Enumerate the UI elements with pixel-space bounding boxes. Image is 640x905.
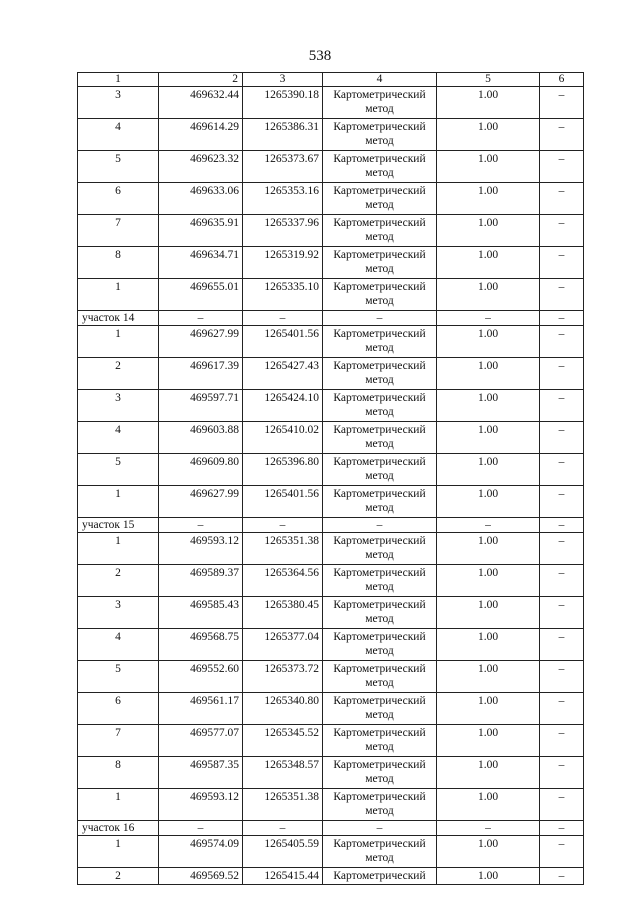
description: – xyxy=(540,151,584,183)
x-coordinate: 469552.60 xyxy=(159,661,243,693)
point-number: 3 xyxy=(78,87,159,119)
y-coordinate: 1265415.44 xyxy=(243,868,323,885)
y-coordinate: 1265335.10 xyxy=(243,279,323,311)
y-coordinate: 1265377.04 xyxy=(243,629,323,661)
x-coordinate: 469655.01 xyxy=(159,279,243,311)
section-dash: – xyxy=(540,518,584,533)
x-coordinate: 469593.12 xyxy=(159,789,243,821)
x-coordinate: 469587.35 xyxy=(159,757,243,789)
precision: 1.00 xyxy=(437,597,540,629)
table-row xyxy=(78,486,584,518)
x-coordinate: 469593.12 xyxy=(159,533,243,565)
method: Картометрический метод xyxy=(323,422,437,454)
precision: 1.00 xyxy=(437,693,540,725)
header-row xyxy=(78,73,584,87)
x-coordinate: 469569.52 xyxy=(159,868,243,885)
section-dash: – xyxy=(323,518,437,533)
method: Картометрический метод xyxy=(323,215,437,247)
point-number: 2 xyxy=(78,868,159,885)
section-dash: – xyxy=(159,518,243,533)
table-row xyxy=(78,789,584,821)
description: – xyxy=(540,326,584,358)
header-cell: 4 xyxy=(323,73,437,87)
section-dash: – xyxy=(243,821,323,836)
y-coordinate: 1265353.16 xyxy=(243,183,323,215)
point-number: 5 xyxy=(78,661,159,693)
description: – xyxy=(540,215,584,247)
description: – xyxy=(540,661,584,693)
section-dash: – xyxy=(437,821,540,836)
x-coordinate: 469597.71 xyxy=(159,390,243,422)
method: Картометрический метод xyxy=(323,533,437,565)
point-number: 8 xyxy=(78,757,159,789)
description: – xyxy=(540,629,584,661)
x-coordinate: 469568.75 xyxy=(159,629,243,661)
precision: 1.00 xyxy=(437,119,540,151)
precision: 1.00 xyxy=(437,789,540,821)
description: – xyxy=(540,422,584,454)
method: Картометрический метод xyxy=(323,358,437,390)
precision: 1.00 xyxy=(437,629,540,661)
point-number: 6 xyxy=(78,183,159,215)
table-row xyxy=(78,183,584,215)
section-dash: – xyxy=(323,821,437,836)
y-coordinate: 1265337.96 xyxy=(243,215,323,247)
section-dash: – xyxy=(540,311,584,326)
precision: 1.00 xyxy=(437,757,540,789)
coordinates-table xyxy=(77,72,584,885)
table-row xyxy=(78,693,584,725)
point-number: 1 xyxy=(78,486,159,518)
point-number: 1 xyxy=(78,533,159,565)
y-coordinate: 1265373.72 xyxy=(243,661,323,693)
section-dash: – xyxy=(159,821,243,836)
description: – xyxy=(540,454,584,486)
precision: 1.00 xyxy=(437,661,540,693)
y-coordinate: 1265345.52 xyxy=(243,725,323,757)
x-coordinate: 469589.37 xyxy=(159,565,243,597)
method: Картометрический метод xyxy=(323,725,437,757)
method: Картометрический метод xyxy=(323,87,437,119)
section-dash: – xyxy=(437,311,540,326)
table-row xyxy=(78,87,584,119)
table-row xyxy=(78,868,584,885)
section-dash: – xyxy=(540,821,584,836)
x-coordinate: 469614.29 xyxy=(159,119,243,151)
y-coordinate: 1265401.56 xyxy=(243,486,323,518)
method: Картометрический метод xyxy=(323,789,437,821)
y-coordinate: 1265410.02 xyxy=(243,422,323,454)
method: Картометрический метод xyxy=(323,454,437,486)
description: – xyxy=(540,279,584,311)
precision: 1.00 xyxy=(437,533,540,565)
point-number: 1 xyxy=(78,789,159,821)
description: – xyxy=(540,87,584,119)
y-coordinate: 1265373.67 xyxy=(243,151,323,183)
x-coordinate: 469577.07 xyxy=(159,725,243,757)
y-coordinate: 1265390.18 xyxy=(243,87,323,119)
x-coordinate: 469561.17 xyxy=(159,693,243,725)
method: Картометрический метод xyxy=(323,151,437,183)
point-number: 5 xyxy=(78,151,159,183)
table-row xyxy=(78,757,584,789)
table-row xyxy=(78,533,584,565)
table-row xyxy=(78,358,584,390)
section-dash: – xyxy=(243,518,323,533)
section-label: участок 15 xyxy=(78,518,159,533)
method: Картометрический метод xyxy=(323,279,437,311)
precision: 1.00 xyxy=(437,215,540,247)
precision: 1.00 xyxy=(437,390,540,422)
x-coordinate: 469633.06 xyxy=(159,183,243,215)
method: Картометрический метод xyxy=(323,836,437,868)
description: – xyxy=(540,693,584,725)
x-coordinate: 469627.99 xyxy=(159,326,243,358)
y-coordinate: 1265386.31 xyxy=(243,119,323,151)
precision: 1.00 xyxy=(437,87,540,119)
point-number: 1 xyxy=(78,836,159,868)
y-coordinate: 1265348.57 xyxy=(243,757,323,789)
point-number: 1 xyxy=(78,326,159,358)
method: Картометрический xyxy=(323,868,437,885)
section-label: участок 14 xyxy=(78,311,159,326)
precision: 1.00 xyxy=(437,565,540,597)
y-coordinate: 1265424.10 xyxy=(243,390,323,422)
section-label: участок 16 xyxy=(78,821,159,836)
table-row xyxy=(78,629,584,661)
x-coordinate: 469627.99 xyxy=(159,486,243,518)
header-cell: 1 xyxy=(78,73,159,87)
section-row xyxy=(78,821,584,836)
description: – xyxy=(540,789,584,821)
x-coordinate: 469617.39 xyxy=(159,358,243,390)
table-row xyxy=(78,422,584,454)
point-number: 2 xyxy=(78,358,159,390)
method: Картометрический метод xyxy=(323,486,437,518)
header-cell: 5 xyxy=(437,73,540,87)
method: Картометрический метод xyxy=(323,326,437,358)
description: – xyxy=(540,533,584,565)
table-row xyxy=(78,390,584,422)
table-row xyxy=(78,279,584,311)
precision: 1.00 xyxy=(437,279,540,311)
method: Картометрический метод xyxy=(323,247,437,279)
description: – xyxy=(540,597,584,629)
point-number: 5 xyxy=(78,454,159,486)
precision: 1.00 xyxy=(437,836,540,868)
table-row xyxy=(78,215,584,247)
table-row xyxy=(78,597,584,629)
table-row xyxy=(78,725,584,757)
method: Картометрический метод xyxy=(323,661,437,693)
section-dash: – xyxy=(437,518,540,533)
y-coordinate: 1265405.59 xyxy=(243,836,323,868)
point-number: 6 xyxy=(78,693,159,725)
precision: 1.00 xyxy=(437,151,540,183)
description: – xyxy=(540,565,584,597)
point-number: 2 xyxy=(78,565,159,597)
section-dash: – xyxy=(323,311,437,326)
header-cell: 3 xyxy=(243,73,323,87)
point-number: 1 xyxy=(78,279,159,311)
table-row xyxy=(78,247,584,279)
table-row xyxy=(78,565,584,597)
description: – xyxy=(540,183,584,215)
description: – xyxy=(540,119,584,151)
method: Картометрический метод xyxy=(323,629,437,661)
coordinates-table-body xyxy=(78,73,584,885)
y-coordinate: 1265351.38 xyxy=(243,533,323,565)
page-number: 538 xyxy=(308,48,332,64)
method: Картометрический метод xyxy=(323,693,437,725)
description: – xyxy=(540,247,584,279)
method: Картометрический метод xyxy=(323,119,437,151)
point-number: 7 xyxy=(78,725,159,757)
precision: 1.00 xyxy=(437,454,540,486)
y-coordinate: 1265351.38 xyxy=(243,789,323,821)
precision: 1.00 xyxy=(437,486,540,518)
x-coordinate: 469634.71 xyxy=(159,247,243,279)
point-number: 4 xyxy=(78,119,159,151)
description: – xyxy=(540,757,584,789)
y-coordinate: 1265396.80 xyxy=(243,454,323,486)
x-coordinate: 469635.91 xyxy=(159,215,243,247)
point-number: 4 xyxy=(78,422,159,454)
y-coordinate: 1265380.45 xyxy=(243,597,323,629)
description: – xyxy=(540,836,584,868)
y-coordinate: 1265319.92 xyxy=(243,247,323,279)
point-number: 8 xyxy=(78,247,159,279)
section-row xyxy=(78,311,584,326)
description: – xyxy=(540,725,584,757)
method: Картометрический метод xyxy=(323,183,437,215)
description: – xyxy=(540,390,584,422)
point-number: 3 xyxy=(78,597,159,629)
precision: 1.00 xyxy=(437,868,540,885)
point-number: 7 xyxy=(78,215,159,247)
y-coordinate: 1265340.80 xyxy=(243,693,323,725)
precision: 1.00 xyxy=(437,725,540,757)
precision: 1.00 xyxy=(437,358,540,390)
method: Картометрический метод xyxy=(323,757,437,789)
x-coordinate: 469632.44 xyxy=(159,87,243,119)
table-row xyxy=(78,454,584,486)
x-coordinate: 469574.09 xyxy=(159,836,243,868)
y-coordinate: 1265401.56 xyxy=(243,326,323,358)
description: – xyxy=(540,358,584,390)
table-row xyxy=(78,661,584,693)
table-row xyxy=(78,326,584,358)
header-cell: 6 xyxy=(540,73,584,87)
description: – xyxy=(540,486,584,518)
section-row xyxy=(78,518,584,533)
method: Картометрический метод xyxy=(323,390,437,422)
precision: 1.00 xyxy=(437,422,540,454)
y-coordinate: 1265364.56 xyxy=(243,565,323,597)
table-row xyxy=(78,151,584,183)
method: Картометрический метод xyxy=(323,565,437,597)
precision: 1.00 xyxy=(437,247,540,279)
point-number: 3 xyxy=(78,390,159,422)
description: – xyxy=(540,868,584,885)
precision: 1.00 xyxy=(437,183,540,215)
point-number: 4 xyxy=(78,629,159,661)
table-row xyxy=(78,836,584,868)
section-dash: – xyxy=(159,311,243,326)
table-row xyxy=(78,119,584,151)
header-cell: 2 xyxy=(159,73,243,87)
x-coordinate: 469603.88 xyxy=(159,422,243,454)
x-coordinate: 469623.32 xyxy=(159,151,243,183)
precision: 1.00 xyxy=(437,326,540,358)
y-coordinate: 1265427.43 xyxy=(243,358,323,390)
x-coordinate: 469609.80 xyxy=(159,454,243,486)
x-coordinate: 469585.43 xyxy=(159,597,243,629)
section-dash: – xyxy=(243,311,323,326)
method: Картометрический метод xyxy=(323,597,437,629)
